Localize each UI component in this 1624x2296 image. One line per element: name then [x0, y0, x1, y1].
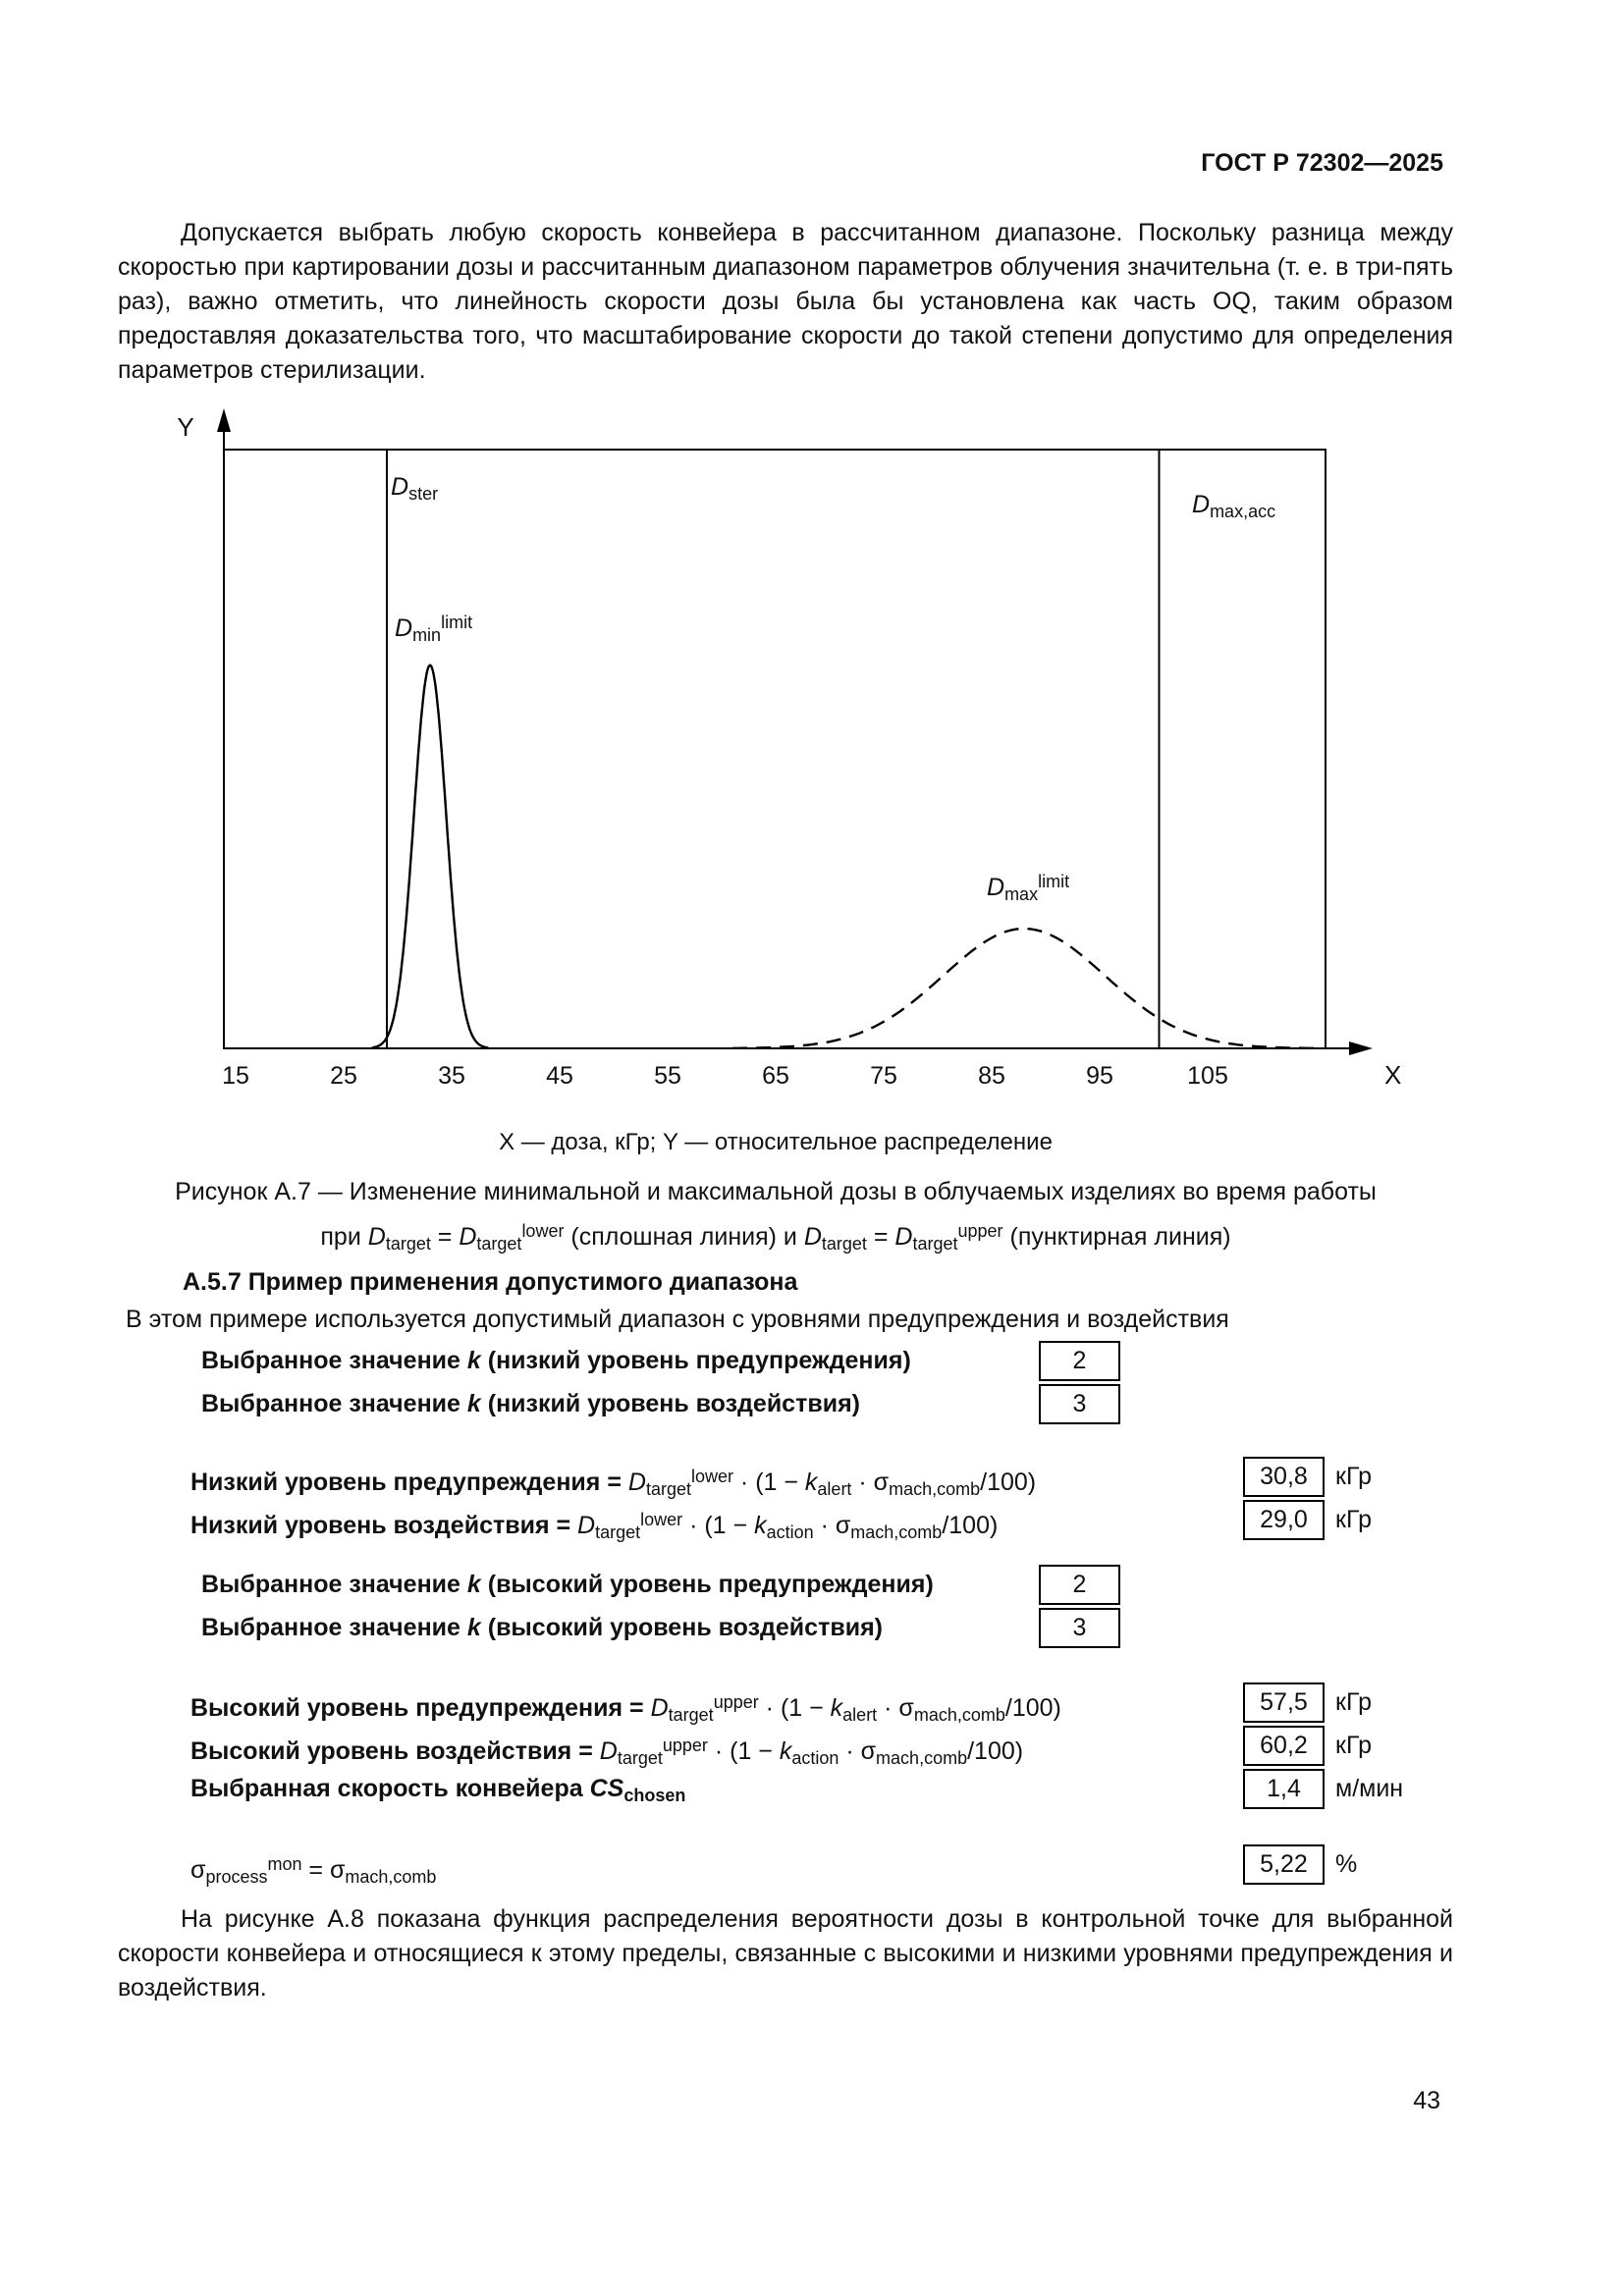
row-conveyor-speed: [0, 1769, 1624, 1809]
row-label: Выбранная скорость конвейера $CS_{chosen}$: [190, 1775, 686, 1806]
value-box: 2: [1039, 1341, 1120, 1381]
row-k-low-action: [0, 1384, 1624, 1424]
row-label: Высокий уровень воздействия = $D_{target}^{upper} \cdot (1 - k_{action} \cdot \sigma_{mach,comb}/100)$: [190, 1735, 1024, 1769]
svg-text:95: 95: [1086, 1062, 1113, 1090]
document-header: ГОСТ Р 72302—2025: [1201, 149, 1443, 177]
value-box: 57,5: [1243, 1682, 1325, 1723]
row-label: Выбранное значение k (высокий уровень предупреждения): [201, 1571, 934, 1598]
row-high-alert-level: [0, 1682, 1624, 1726]
intro-paragraph: Допускается выбрать любую скорость конвейера в рассчитанном диапазоне. Поскольку разница между скоростью при картировании дозы и рассчитанным диапазоном параметров облучения значительна (т. е. в три-пять раз), важно отметить, что линейность скорости дозы была бы установлена как часть OQ, таким образом предоставляя доказательства того, что масштабирование скорости до такой степени допустимо для определения параметров стерилизации.: [118, 219, 1453, 384]
row-label: Низкий уровень предупреждения = $D_{target}^{lower} \cdot (1 - k_{alert} \cdot \sigma_{mach,comb}/100)$: [190, 1467, 1037, 1500]
value-box: 3: [1039, 1608, 1120, 1648]
axis-caption: X — доза, кГр; Y — относительное распределение: [499, 1129, 1053, 1155]
value-unit: кГр: [1335, 1463, 1372, 1490]
value-box: 1,4: [1243, 1769, 1325, 1809]
row-label: Выбранное значение k (низкий уровень предупреждения): [201, 1347, 911, 1374]
row-k-high-alert: [0, 1565, 1624, 1605]
value-box: 60,2: [1243, 1726, 1325, 1766]
row-sigma-process: [0, 1844, 1624, 1888]
svg-text:65: 65: [762, 1062, 789, 1090]
row-label: Выбранное значение k (высокий уровень воздействия): [201, 1614, 883, 1641]
value-unit: кГр: [1335, 1688, 1372, 1716]
svg-text:Y: Y: [177, 412, 194, 442]
value-unit: %: [1335, 1850, 1358, 1878]
row-label: $\sigma_{process}^{mon} = \sigma_{mach,comb}$: [190, 1854, 437, 1888]
value-box: 5,22: [1243, 1844, 1325, 1885]
value-unit: кГр: [1335, 1506, 1372, 1533]
label-d-min-limit: $D_{min}^{limit}$: [395, 613, 473, 646]
value-box: 29,0: [1243, 1500, 1325, 1540]
svg-text:15: 15: [222, 1062, 249, 1090]
row-high-action-level: [0, 1726, 1624, 1769]
svg-text:75: 75: [870, 1062, 897, 1090]
row-k-low-alert: [0, 1341, 1624, 1381]
section-heading: А.5.7 Пример применения допустимого диапазона: [183, 1268, 798, 1296]
svg-text:25: 25: [330, 1062, 357, 1090]
row-label: Низкий уровень воздействия = $D_{target}^{lower} \cdot (1 - k_{action} \cdot \sigma_{mach,comb}/100)$: [190, 1510, 999, 1543]
row-low-alert-level: [0, 1457, 1624, 1500]
label-d-max-acc: $D_{max,acc}$: [1192, 491, 1276, 522]
svg-text:35: 35: [438, 1062, 465, 1090]
figure-a7: [147, 393, 1434, 1095]
value-box: 2: [1039, 1565, 1120, 1605]
value-unit: кГр: [1335, 1732, 1372, 1759]
row-k-high-action: [0, 1608, 1624, 1648]
label-d-ster: $D_{ster}$: [391, 473, 439, 505]
closing-paragraph: На рисунке А.8 показана функция распределения вероятности дозы в контрольной точке для выбранной скорости конвейера и относящиеся к этому пределы, связанные с высокими и низкими уровнями предупреждения и воздействия.: [118, 1905, 1453, 2002]
value-box: 30,8: [1243, 1457, 1325, 1497]
row-label: Выбранное значение k (низкий уровень воздействия): [201, 1390, 860, 1417]
row-label: Высокий уровень предупреждения = $D_{target}^{upper} \cdot (1 - k_{alert} \cdot \sigma_{mach,comb}/100)$: [190, 1692, 1061, 1726]
label-d-max-limit: $D_{max}^{limit}$: [987, 872, 1070, 905]
svg-text:45: 45: [546, 1062, 573, 1090]
svg-text:55: 55: [654, 1062, 681, 1090]
section-note: В этом примере используется допустимый диапазон с уровнями предупреждения и воздействия: [126, 1306, 1229, 1333]
figure-caption: [118, 1172, 1434, 1263]
value-unit: м/мин: [1335, 1775, 1404, 1802]
svg-text:85: 85: [978, 1062, 1005, 1090]
figure-caption-line2: при $D_{target} = D_{target}^{lower}$ (сплошная линия) и $D_{target} = D_{target}^{upper}$ (пунктирная линия): [320, 1221, 1231, 1255]
page-number: 43: [1413, 2087, 1440, 2114]
row-low-action-level: [0, 1500, 1624, 1543]
svg-text:105: 105: [1187, 1062, 1228, 1090]
svg-text:X: X: [1384, 1060, 1402, 1090]
figure-caption-line1: Рисунок А.7 — Изменение минимальной и максимальной дозы в облучаемых изделиях во время работы: [175, 1178, 1377, 1205]
value-box: 3: [1039, 1384, 1120, 1424]
